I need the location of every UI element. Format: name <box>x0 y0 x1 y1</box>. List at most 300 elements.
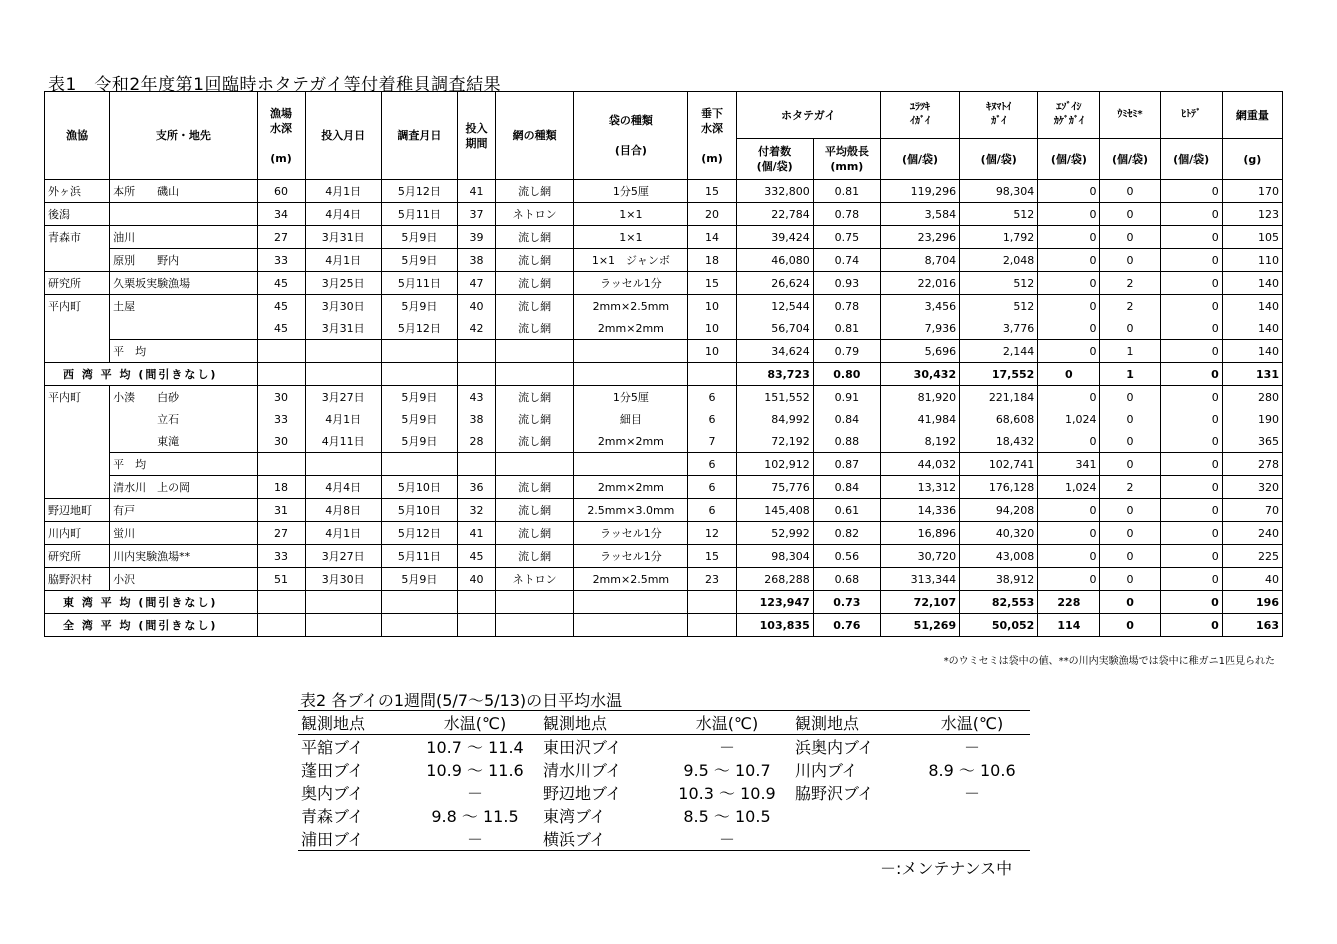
cell-survey: 5月9日 <box>381 295 457 318</box>
temperature-range: 10.7 ～ 11.4 <box>426 738 524 757</box>
cell-period: 39 <box>457 226 495 249</box>
cell-branch <box>110 203 257 226</box>
cell-c1: 14,336 <box>880 499 959 522</box>
cell-net: ネトロン <box>496 203 574 226</box>
cell-c5: 0 <box>1160 453 1222 476</box>
cell-net: 流し網 <box>496 386 574 409</box>
cell-c1: 5,696 <box>880 340 959 363</box>
cell-survey: 5月11日 <box>381 203 457 226</box>
cell-c1: 313,344 <box>880 568 959 591</box>
table-row <box>45 453 1283 476</box>
cell-c2: 102,741 <box>960 453 1038 476</box>
cell-survey: 5月9日 <box>381 408 457 430</box>
average-label: 全 湾 平 均 (間引きなし) <box>45 614 258 637</box>
table-row <box>45 386 1283 409</box>
cell-survey: 5月11日 <box>381 545 457 568</box>
cell-fishery: 研究所 <box>45 272 110 295</box>
cell-survey: 5月12日 <box>381 317 457 340</box>
cell-c1: 8,192 <box>880 430 959 453</box>
cell-branch: 久栗坂実験漁場 <box>110 272 257 295</box>
cell-depth: 30 <box>257 386 305 409</box>
cell-c2: 512 <box>960 295 1038 318</box>
empty-cell <box>457 614 495 637</box>
temperature-range: － <box>963 738 980 757</box>
cell-c5: 0 <box>1160 522 1222 545</box>
station-name: 川内ブイ <box>795 761 858 780</box>
average-label: 東 湾 平 均 (間引きなし) <box>45 591 258 614</box>
cell-depth: 27 <box>257 522 305 545</box>
table-row <box>298 735 1030 759</box>
cell-w: 140 <box>1222 317 1282 340</box>
cell-count: 84,992 <box>736 408 813 430</box>
cell-w: 240 <box>1222 522 1282 545</box>
cell-fishery <box>45 249 110 272</box>
cell-fishery: 外ヶ浜 <box>45 180 110 203</box>
cell-shell: 0.81 <box>813 317 880 340</box>
cell-c3: 228 <box>1038 591 1100 614</box>
cell-c3: 341 <box>1038 453 1100 476</box>
water-temperature-table <box>298 710 1030 851</box>
cell-branch: 土屋 <box>110 295 257 318</box>
header-net-weight: 網重量 <box>1222 92 1282 139</box>
cell-survey: 5月10日 <box>381 476 457 499</box>
cell-deploy: 3月31日 <box>305 226 381 249</box>
average-row <box>45 614 1283 637</box>
cell-period: 37 <box>457 203 495 226</box>
cell-bag <box>574 340 688 363</box>
cell-branch: 小沢 <box>110 568 257 591</box>
cell-branch: 原別 野内 <box>110 249 257 272</box>
cell-survey: 5月10日 <box>381 499 457 522</box>
cell-c4: 1 <box>1100 340 1160 363</box>
cell-c5: 0 <box>1160 386 1222 409</box>
cell-count: 332,800 <box>736 180 813 203</box>
cell-w: 170 <box>1222 180 1282 203</box>
cell-c5: 0 <box>1160 340 1222 363</box>
header-hang-depth: 垂下 水深 (m) <box>688 92 736 180</box>
cell-count: 268,288 <box>736 568 813 591</box>
cell-c1: 51,269 <box>880 614 959 637</box>
table-row <box>45 476 1283 499</box>
cell-c2: 43,008 <box>960 545 1038 568</box>
cell-bag <box>574 453 688 476</box>
cell-count: 83,723 <box>736 363 813 386</box>
cell-w: 163 <box>1222 614 1282 637</box>
temperature-range: 10.3 ～ 10.9 <box>678 784 776 803</box>
empty-cell <box>257 591 305 614</box>
cell-c1: 30,432 <box>880 363 959 386</box>
cell-period: 28 <box>457 430 495 453</box>
header-unit: (個/袋) <box>1160 139 1222 180</box>
cell-count: 26,624 <box>736 272 813 295</box>
cell-c5: 0 <box>1160 272 1222 295</box>
cell-c3: 0 <box>1038 386 1100 409</box>
cell-fishery: 野辺地町 <box>45 499 110 522</box>
table-row <box>45 522 1283 545</box>
header-hitode: ﾋﾄﾃﾞ <box>1160 92 1222 139</box>
cell-c1: 3,584 <box>880 203 959 226</box>
cell-hang: 15 <box>688 272 736 295</box>
empty-cell <box>305 614 381 637</box>
cell-c4: 0 <box>1100 614 1160 637</box>
empty-cell <box>257 363 305 386</box>
station-name: 清水川ブイ <box>543 761 622 780</box>
cell-c3: 0 <box>1038 180 1100 203</box>
cell-count: 72,192 <box>736 430 813 453</box>
header-temperature: 水温(℃) <box>410 711 540 735</box>
cell-c2: 2,144 <box>960 340 1038 363</box>
temperature-range: 10.9 ～ 11.6 <box>426 761 524 780</box>
cell-c2: 68,608 <box>960 408 1038 430</box>
cell-c3: 0 <box>1038 340 1100 363</box>
cell-c5: 0 <box>1160 317 1222 340</box>
cell-fishery: 研究所 <box>45 545 110 568</box>
header-temperature: 水温(℃) <box>914 711 1030 735</box>
station-name: 横浜ブイ <box>540 827 662 851</box>
table-row <box>45 226 1283 249</box>
cell-survey: 5月9日 <box>381 249 457 272</box>
cell-c4: 0 <box>1100 386 1160 409</box>
cell-c3: 1,024 <box>1038 476 1100 499</box>
cell-count: 102,912 <box>736 453 813 476</box>
cell-w: 190 <box>1222 408 1282 430</box>
temperature-range <box>914 804 1030 827</box>
header-hotate: ホタテガイ <box>736 92 880 139</box>
cell-branch: 立石 <box>110 408 257 430</box>
station-name: 東湾ブイ <box>543 807 606 826</box>
cell-fishery: 平内町 <box>45 386 110 409</box>
cell-w: 280 <box>1222 386 1282 409</box>
cell-bag: 2mm×2mm <box>574 430 688 453</box>
cell-c1: 30,720 <box>880 545 959 568</box>
cell-count: 56,704 <box>736 317 813 340</box>
cell-shell: 0.81 <box>813 180 880 203</box>
cell-c4: 0 <box>1100 499 1160 522</box>
header-fishery: 漁協 <box>45 92 110 180</box>
cell-fishery <box>45 408 110 430</box>
cell-period: 47 <box>457 272 495 295</box>
cell-hang: 10 <box>688 317 736 340</box>
cell-c4: 2 <box>1100 476 1160 499</box>
cell-depth: 34 <box>257 203 305 226</box>
cell-count: 22,784 <box>736 203 813 226</box>
cell-deploy: 3月30日 <box>305 295 381 318</box>
cell-c1: 72,107 <box>880 591 959 614</box>
empty-cell <box>381 363 457 386</box>
cell-hang: 23 <box>688 568 736 591</box>
cell-hang: 6 <box>688 453 736 476</box>
cell-net: 流し網 <box>496 430 574 453</box>
cell-c4: 0 <box>1100 180 1160 203</box>
cell-c3: 0 <box>1038 430 1100 453</box>
cell-c2: 50,052 <box>960 614 1038 637</box>
temperature-range: 8.5 ～ 10.5 <box>683 807 771 826</box>
cell-count: 98,304 <box>736 545 813 568</box>
cell-survey: 5月9日 <box>381 568 457 591</box>
cell-c1: 8,704 <box>880 249 959 272</box>
header-deploy-date: 投入月日 <box>305 92 381 180</box>
cell-c5: 0 <box>1160 430 1222 453</box>
table-row <box>298 804 1030 827</box>
table-row <box>45 568 1283 591</box>
empty-cell <box>457 591 495 614</box>
cell-depth: 45 <box>257 295 305 318</box>
cell-net: 流し網 <box>496 295 574 318</box>
cell-shell: 0.88 <box>813 430 880 453</box>
table-row <box>45 545 1283 568</box>
cell-fishery <box>45 340 110 363</box>
cell-c3: 0 <box>1038 295 1100 318</box>
cell-c4: 0 <box>1100 591 1160 614</box>
cell-period <box>457 453 495 476</box>
header-bag-type: 袋の種類 (目合) <box>574 92 688 180</box>
cell-depth: 33 <box>257 545 305 568</box>
cell-w: 225 <box>1222 545 1282 568</box>
cell-branch: 清水川 上の岡 <box>110 476 257 499</box>
cell-period: 36 <box>457 476 495 499</box>
empty-cell <box>574 591 688 614</box>
cell-c4: 0 <box>1100 226 1160 249</box>
cell-branch: 川内実験漁場** <box>110 545 257 568</box>
cell-bag: 1×1 <box>574 203 688 226</box>
cell-shell: 0.84 <box>813 476 880 499</box>
cell-shell: 0.78 <box>813 295 880 318</box>
temperature-range: － <box>466 784 483 803</box>
cell-branch: 平 均 <box>110 340 257 363</box>
empty-cell <box>688 591 736 614</box>
cell-c3: 0 <box>1038 363 1100 386</box>
station-name: 奥内ブイ <box>301 784 364 803</box>
cell-bag: 2mm×2mm <box>574 317 688 340</box>
cell-shell: 0.79 <box>813 340 880 363</box>
cell-depth: 31 <box>257 499 305 522</box>
cell-w: 40 <box>1222 568 1282 591</box>
cell-count: 52,992 <box>736 522 813 545</box>
cell-c3: 0 <box>1038 568 1100 591</box>
cell-period: 40 <box>457 568 495 591</box>
temperature-range: － <box>718 738 735 757</box>
station-name: 蓬田ブイ <box>301 761 364 780</box>
empty-cell <box>496 363 574 386</box>
cell-depth: 45 <box>257 317 305 340</box>
cell-shell: 0.76 <box>813 614 880 637</box>
empty-cell <box>688 614 736 637</box>
cell-fishery: 川内町 <box>45 522 110 545</box>
table2-legend: －:メンテナンス中 <box>880 859 1013 878</box>
cell-shell: 0.75 <box>813 226 880 249</box>
cell-c5: 0 <box>1160 295 1222 318</box>
cell-period: 43 <box>457 386 495 409</box>
cell-c5: 0 <box>1160 180 1222 203</box>
cell-deploy <box>305 340 381 363</box>
header-branch: 支所・地先 <box>110 92 257 180</box>
average-label: 西 湾 平 均 (間引きなし) <box>45 363 258 386</box>
cell-period: 41 <box>457 180 495 203</box>
header-shell-length: 平均殻長 (mm) <box>813 139 880 180</box>
cell-net: 流し網 <box>496 408 574 430</box>
header-unit: (個/袋) <box>960 139 1038 180</box>
cell-hang: 15 <box>688 545 736 568</box>
cell-net: 流し網 <box>496 249 574 272</box>
cell-c4: 2 <box>1100 272 1160 295</box>
cell-shell: 0.84 <box>813 408 880 430</box>
cell-w: 70 <box>1222 499 1282 522</box>
empty-cell <box>257 614 305 637</box>
cell-c5: 0 <box>1160 591 1222 614</box>
cell-c4: 1 <box>1100 363 1160 386</box>
cell-hang: 7 <box>688 430 736 453</box>
cell-bag: 2mm×2.5mm <box>574 568 688 591</box>
cell-branch: 東滝 <box>110 430 257 453</box>
header-station: 観測地点 <box>298 711 410 735</box>
header-unit: (個/袋) <box>1100 139 1160 180</box>
cell-depth: 33 <box>257 408 305 430</box>
cell-branch: 油川 <box>110 226 257 249</box>
cell-branch: 蛍川 <box>110 522 257 545</box>
cell-net: 流し網 <box>496 545 574 568</box>
cell-c1: 41,984 <box>880 408 959 430</box>
cell-w: 105 <box>1222 226 1282 249</box>
cell-c3: 0 <box>1038 272 1100 295</box>
cell-depth: 27 <box>257 226 305 249</box>
table-row <box>45 317 1283 340</box>
cell-survey <box>381 453 457 476</box>
cell-period: 32 <box>457 499 495 522</box>
cell-hang: 6 <box>688 386 736 409</box>
cell-deploy: 3月31日 <box>305 317 381 340</box>
temperature-range: 9.8 ～ 11.5 <box>431 807 519 826</box>
cell-depth: 45 <box>257 272 305 295</box>
cell-fishery <box>45 476 110 499</box>
cell-shell: 0.61 <box>813 499 880 522</box>
cell-c4: 0 <box>1100 249 1160 272</box>
cell-survey: 5月11日 <box>381 272 457 295</box>
cell-w: 140 <box>1222 272 1282 295</box>
cell-deploy: 4月1日 <box>305 522 381 545</box>
cell-fishery <box>45 430 110 453</box>
cell-hang: 14 <box>688 226 736 249</box>
table-row <box>45 408 1283 430</box>
cell-hang: 15 <box>688 180 736 203</box>
cell-bag: 1×1 <box>574 226 688 249</box>
cell-c5: 0 <box>1160 568 1222 591</box>
cell-net: 流し網 <box>496 499 574 522</box>
cell-c1: 81,920 <box>880 386 959 409</box>
cell-c1: 119,296 <box>880 180 959 203</box>
cell-net <box>496 340 574 363</box>
cell-net: 流し網 <box>496 476 574 499</box>
cell-net: 流し網 <box>496 226 574 249</box>
header-ezoishi: ｴｿﾞｲｼ ｶｹﾞｶﾞｲ <box>1038 92 1100 139</box>
cell-c2: 40,320 <box>960 522 1038 545</box>
cell-c5: 0 <box>1160 545 1222 568</box>
cell-c5: 0 <box>1160 499 1222 522</box>
header-station: 観測地点 <box>792 711 914 735</box>
station-name <box>792 804 914 827</box>
table1-footnote: *のウミセミは袋中の値、**の川内実験漁場では袋中に稚ガニ1匹見られた <box>943 656 1275 667</box>
cell-survey: 5月12日 <box>381 180 457 203</box>
cell-depth: 60 <box>257 180 305 203</box>
empty-cell <box>574 363 688 386</box>
cell-c2: 94,208 <box>960 499 1038 522</box>
station-name: 浦田ブイ <box>298 827 410 851</box>
cell-shell: 0.78 <box>813 203 880 226</box>
cell-w: 110 <box>1222 249 1282 272</box>
cell-c2: 38,912 <box>960 568 1038 591</box>
station-name: 東田沢ブイ <box>543 738 622 757</box>
cell-c1: 44,032 <box>880 453 959 476</box>
header-station: 観測地点 <box>540 711 662 735</box>
cell-c1: 3,456 <box>880 295 959 318</box>
cell-fishery: 平内町 <box>45 295 110 318</box>
cell-count: 123,947 <box>736 591 813 614</box>
header-temperature: 水温(℃) <box>662 711 792 735</box>
cell-deploy: 4月1日 <box>305 180 381 203</box>
station-name: 青森ブイ <box>301 807 364 826</box>
cell-c2: 176,128 <box>960 476 1038 499</box>
table-row <box>45 272 1283 295</box>
cell-deploy: 4月1日 <box>305 408 381 430</box>
temperature-range <box>914 827 1030 851</box>
table-row <box>45 249 1283 272</box>
cell-deploy <box>305 453 381 476</box>
empty-cell <box>496 591 574 614</box>
cell-period: 38 <box>457 249 495 272</box>
cell-w: 131 <box>1222 363 1282 386</box>
cell-depth <box>257 340 305 363</box>
cell-c3: 0 <box>1038 203 1100 226</box>
cell-c2: 512 <box>960 203 1038 226</box>
cell-count: 151,552 <box>736 386 813 409</box>
cell-c4: 0 <box>1100 203 1160 226</box>
cell-branch: 有戸 <box>110 499 257 522</box>
cell-deploy: 4月11日 <box>305 430 381 453</box>
cell-net: 流し網 <box>496 522 574 545</box>
cell-bag: ラッセル1分 <box>574 545 688 568</box>
cell-c3: 0 <box>1038 226 1100 249</box>
cell-count: 145,408 <box>736 499 813 522</box>
header-unit: (g) <box>1222 139 1282 180</box>
table-row <box>45 430 1283 453</box>
cell-shell: 0.68 <box>813 568 880 591</box>
header-yurahoya: ﾕﾗﾂｷ ｲｶﾞｲ <box>880 92 959 139</box>
table-row <box>298 758 1030 781</box>
cell-c3: 0 <box>1038 499 1100 522</box>
cell-c3: 0 <box>1038 317 1100 340</box>
cell-bag: 2mm×2.5mm <box>574 295 688 318</box>
table-row <box>45 295 1283 318</box>
cell-shell: 0.80 <box>813 363 880 386</box>
cell-w: 196 <box>1222 591 1282 614</box>
cell-period: 45 <box>457 545 495 568</box>
cell-count: 46,080 <box>736 249 813 272</box>
cell-shell: 0.87 <box>813 453 880 476</box>
cell-c5: 0 <box>1160 249 1222 272</box>
cell-hang: 10 <box>688 340 736 363</box>
cell-depth <box>257 453 305 476</box>
cell-c1: 7,936 <box>880 317 959 340</box>
empty-cell <box>381 591 457 614</box>
cell-shell: 0.93 <box>813 272 880 295</box>
cell-net: ネトロン <box>496 568 574 591</box>
cell-c2: 18,432 <box>960 430 1038 453</box>
cell-c1: 16,896 <box>880 522 959 545</box>
cell-period: 38 <box>457 408 495 430</box>
cell-survey <box>381 340 457 363</box>
station-name: 野辺地ブイ <box>543 784 622 803</box>
cell-c5: 0 <box>1160 476 1222 499</box>
table-row <box>45 340 1283 363</box>
